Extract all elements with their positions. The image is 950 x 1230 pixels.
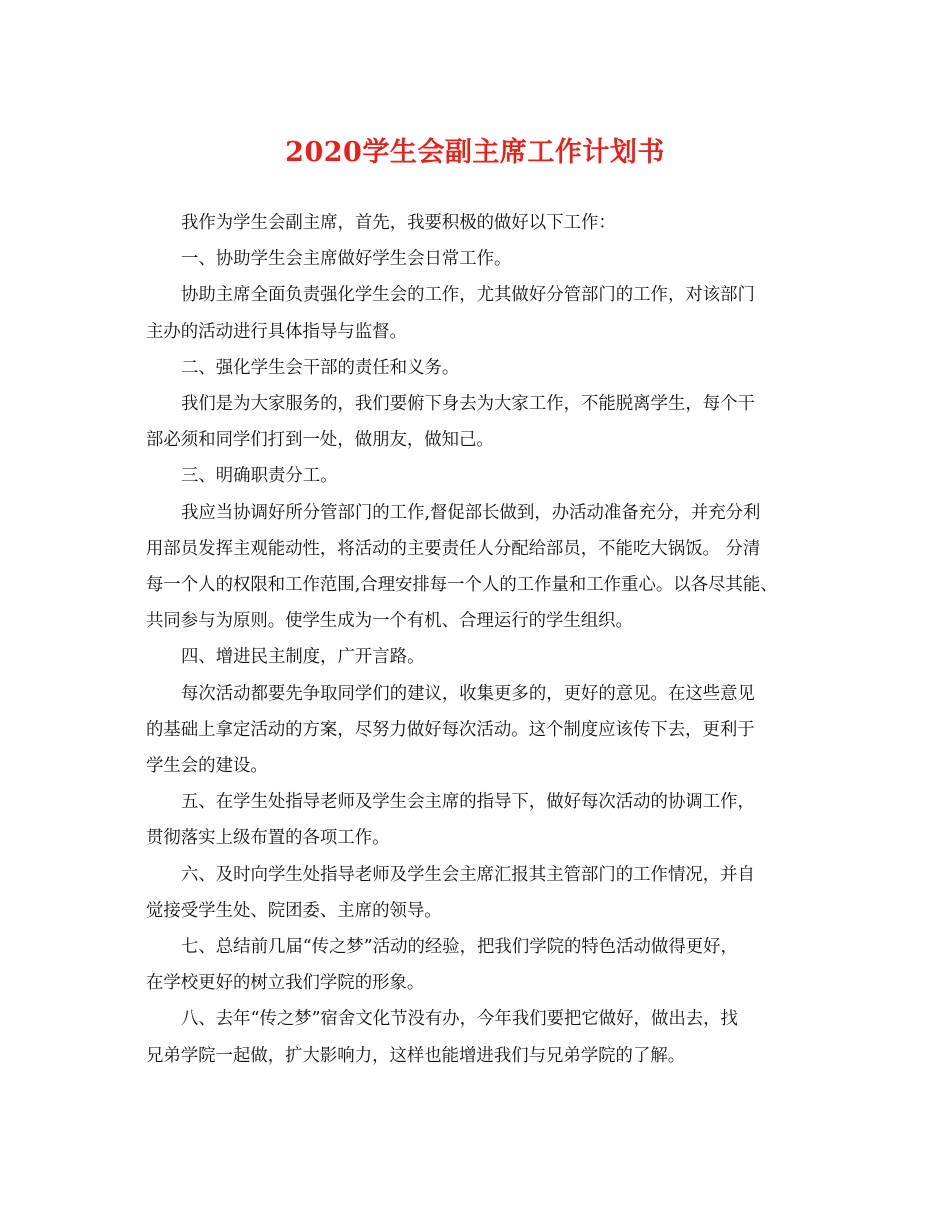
paragraph-line: 每次活动都要先争取同学们的建议，收集更多的，更好的意见。在这些意见 [181, 683, 755, 704]
paragraph-line: 贯彻落实上级布置的各项工作。 [146, 828, 390, 849]
paragraph-line: 一、协助学生会主席做好学生会日常工作。 [181, 249, 512, 270]
paragraph-line: 五、在学生处指导老师及学生会主席的指导下，做好每次活动的协调工作， [181, 792, 755, 813]
paragraph-line: 学生会的建设。 [146, 756, 268, 777]
paragraph-line: 部必须和同学们打到一处，做朋友，做知己。 [146, 430, 494, 451]
paragraph [146, 676, 826, 785]
paragraph-line: 主办的活动进行具体指导与监督。 [146, 321, 407, 342]
paragraph-line: 我作为学生会副主席，首先，我要积极的做好以下工作： [181, 213, 616, 233]
paragraph [146, 857, 826, 929]
paragraph-line: 兄弟学院一起做，扩大影响力，这样也能增进我们与兄弟学院的了解。 [146, 1045, 686, 1066]
paragraph [146, 458, 826, 494]
paragraph [146, 929, 826, 1001]
paragraph-line: 我们是为大家服务的，我们要俯下身去为大家工作，不能脱离学生，每个干 [181, 394, 755, 415]
paragraph [146, 241, 826, 277]
paragraph-line: 二、强化学生会干部的责任和义务。 [181, 357, 460, 378]
paragraph-line: 用部员发挥主观能动性，将活动的主要责任人分配给部员，不能吃大锅饭。 分清 [146, 538, 761, 559]
paragraph-line: 四、增进民主制度，广开言路。 [181, 647, 425, 668]
paragraph-line: 八、去年“传之梦”宿舍文化节没有办，今年我们要把它做好，做出去，找 [181, 1009, 738, 1030]
paragraph [146, 205, 826, 241]
paragraph-line: 七、总结前几届“传之梦”活动的经验，把我们学院的特色活动做得更好， [181, 937, 738, 958]
paragraph-line: 每一个人的权限和工作范围,合理安排每一个人的工作量和工作重心。以各尽其能、 [146, 575, 778, 596]
paragraph-line: 觉接受学生处、院团委、主席的领导。 [146, 900, 442, 921]
paragraph-line: 六、及时向学生处指导老师及学生会主席汇报其主管部门的工作情况，并自 [181, 864, 755, 885]
paragraph-line: 共同参与为原则。使学生成为一个有机、合理运行的学生组织。 [146, 611, 633, 632]
paragraph-line: 三、明确职责分工。 [181, 466, 338, 487]
paragraph-line: 我应当协调好所分管部门的工作,督促部长做到，办活动准备充分，并充分利 [181, 502, 761, 523]
paragraph [146, 495, 826, 640]
paragraph [146, 639, 826, 675]
paragraph [146, 386, 826, 458]
document-body [146, 205, 826, 1074]
paragraph [146, 1001, 826, 1073]
document-title: 2020学生会副主席工作计划书 [285, 137, 665, 168]
paragraph [146, 784, 826, 856]
paragraph [146, 350, 826, 386]
paragraph-line: 协助主席全面负责强化学生会的工作，尤其做好分管部门的工作，对该部门 [181, 285, 755, 306]
paragraph [146, 277, 826, 349]
paragraph-line: 的基础上拿定活动的方案，尽努力做好每次活动。这个制度应该传下去，更利于 [146, 719, 755, 740]
paragraph-line: 在学校更好的树立我们学院的形象。 [146, 973, 425, 994]
